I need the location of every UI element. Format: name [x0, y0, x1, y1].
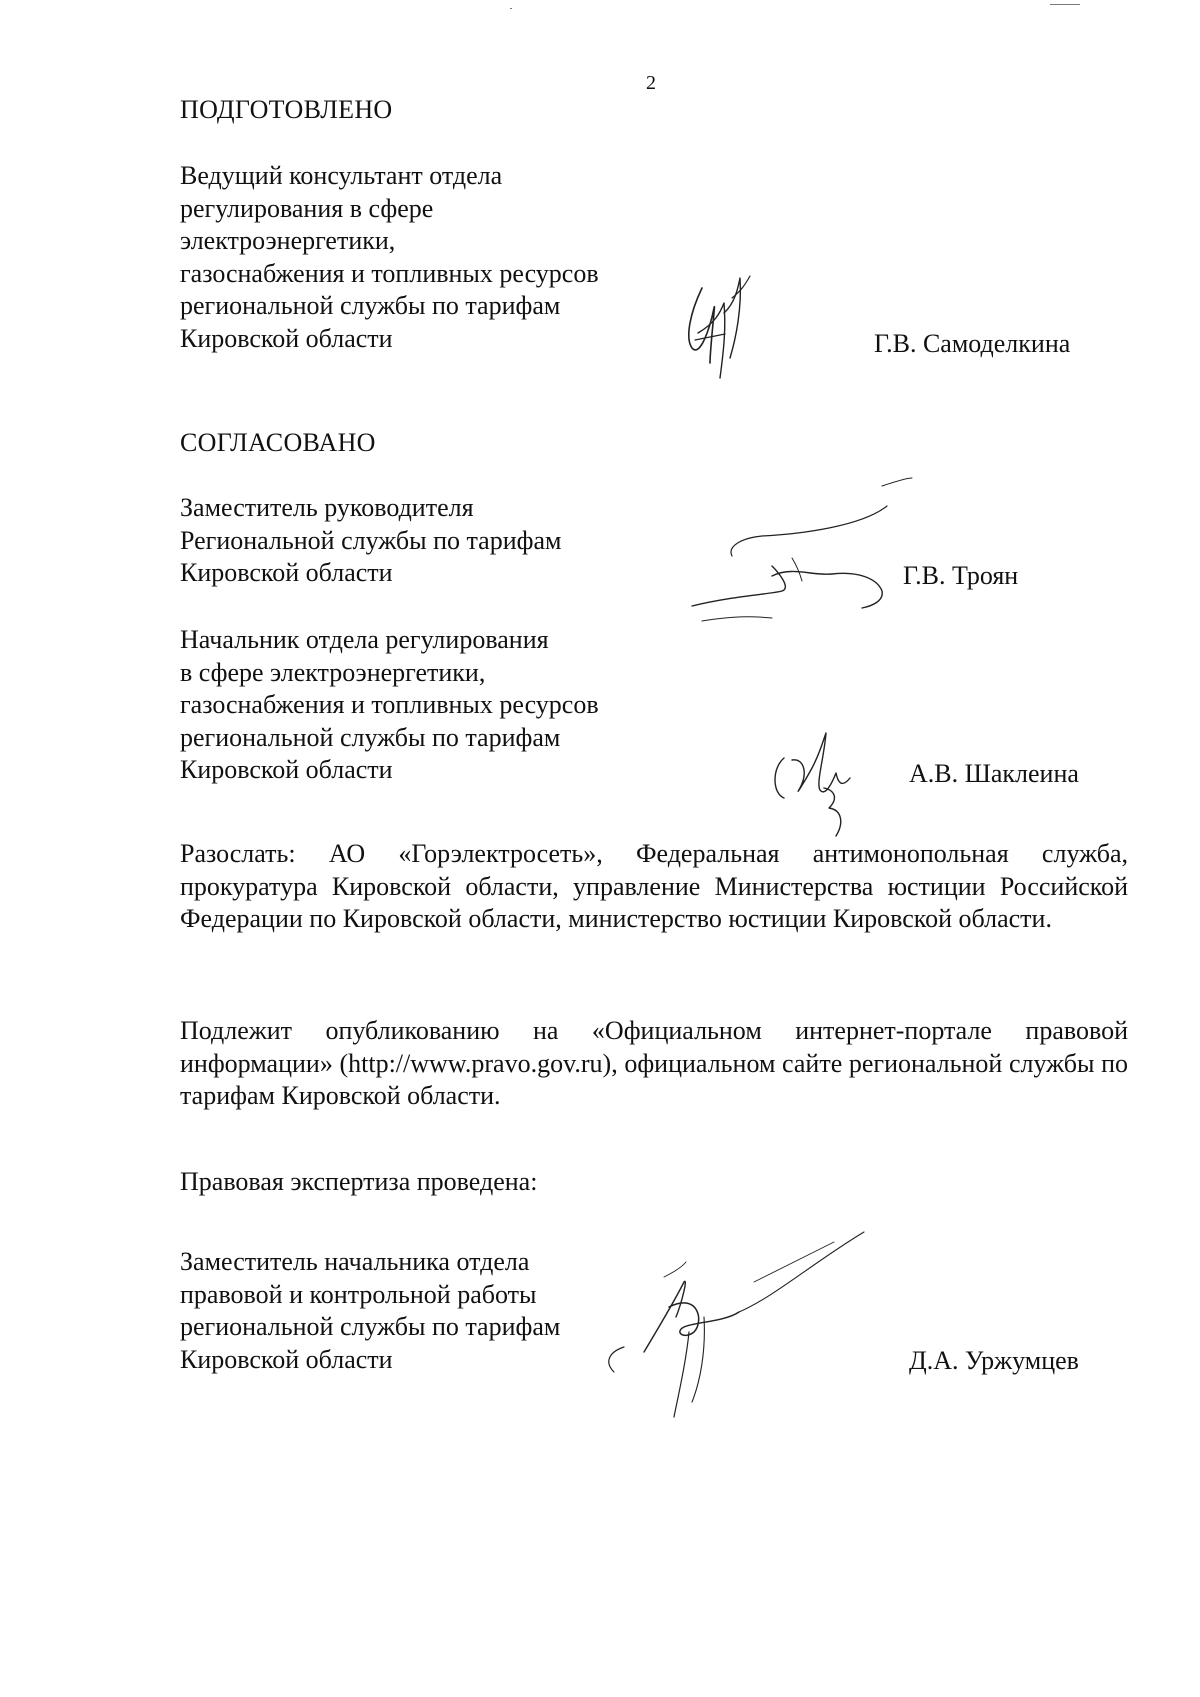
- signature-troyan: [672, 466, 932, 636]
- prepared-name: Г.В. Самоделкина: [874, 329, 1071, 358]
- signature-shakleina: [764, 728, 884, 838]
- scan-artifact: [510, 8, 512, 9]
- agreed-signer-2-name: А.В. Шаклеина: [909, 759, 1079, 788]
- legal-review-name: Д.А. Уржумцев: [909, 1346, 1079, 1375]
- agreed-heading: СОГЛАСОВАНО: [180, 428, 376, 457]
- prepared-heading: ПОДГОТОВЛЕНО: [180, 95, 393, 124]
- distribution-list: Разослать: АО «Горэлектросеть», Федеральная антимонопольная служба, прокуратура Кировской области, управление Министерства юстиции Российской Федерации по Кировской области, министерство юстиции Кировской области.: [180, 839, 1128, 933]
- legal-review-position: Заместитель начальника отдела правовой и контрольной работы региональной службы по тарифам Кировской области: [180, 1247, 561, 1374]
- legal-review-heading: Правовая экспертиза проведена:: [180, 1167, 538, 1196]
- signature-urzhumtsev: [604, 1222, 884, 1422]
- agreed-signer-1-position: Заместитель руководителя Региональной службы по тарифам Кировской области: [180, 493, 562, 587]
- publication-notice: Подлежит опубликованию на «Официальном интернет-портале правовой информации» (http://www.pravo.gov.ru), официальном сайте региональной службы по тарифам Кировской области.: [180, 1016, 1128, 1110]
- page-number: 2: [646, 72, 656, 94]
- agreed-signer-1-name: Г.В. Троян: [903, 561, 1019, 590]
- prepared-position: Ведущий консультант отдела регулирования в сфере электроэнергетики, газоснабжения и топливных ресурсов региональной службы по тарифам Кировской области: [180, 161, 599, 353]
- scan-artifact: [1050, 4, 1080, 5]
- signature-samodelkina: [680, 268, 800, 388]
- agreed-signer-2-position: Начальник отдела регулирования в сфере электроэнергетики, газоснабжения и топливных ресурсов региональной службы по тарифам Кировской области: [180, 625, 599, 784]
